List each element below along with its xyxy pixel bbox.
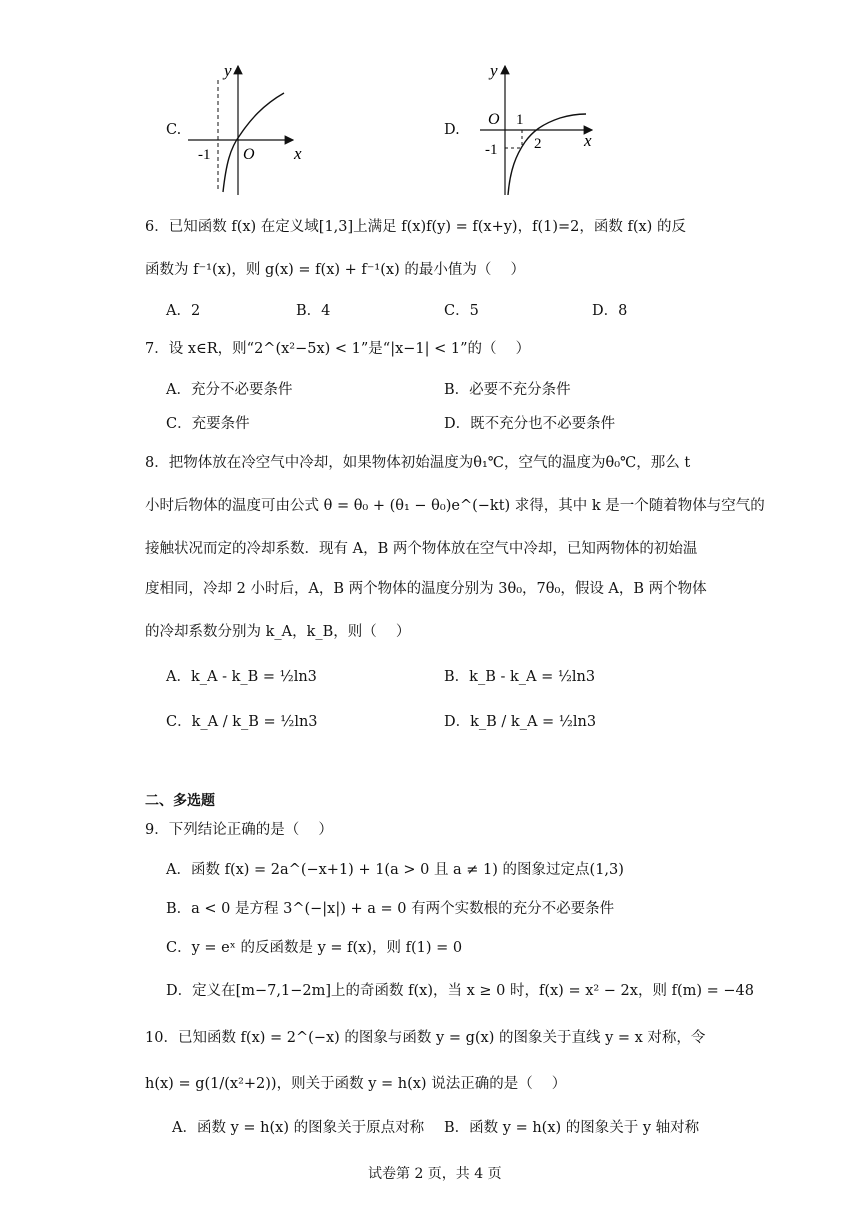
graph-c-x-label: x [294,144,302,163]
q8-line2: 小时后物体的温度可由公式 θ = θ₀ + (θ₁ − θ₀)e^(−kt) 求得，其中 k 是一个随着物体与空气的 [145,498,765,514]
page-footer: 试卷第 2 页，共 4 页 [368,1166,502,1182]
q8-option-d: D．k_B / k_A = ½ln3 [444,714,597,730]
q9-option-d: D．定义在[m−7,1−2m]上的奇函数 f(x)，当 x ≥ 0 时，f(x) = x² − 2x，则 f(m) = −48 [166,983,754,999]
graph-d-one: 1 [516,112,524,128]
graph-d [480,60,605,200]
q8-line5: 的冷却系数分别为 k_A，k_B，则（ ） [145,624,411,640]
q8-line4: 度相同，冷却 2 小时后，A，B 两个物体的温度分别为 3θ₀，7θ₀，假设 A，B 两个物体 [145,581,707,597]
q6-line2: 函数为 f⁻¹(x)，则 g(x) = f(x) + f⁻¹(x) 的最小值为（ ） [145,262,525,278]
q9-stem: 9．下列结论正确的是（ ） [145,822,333,838]
graph-d-two: 2 [534,136,542,152]
graph-d-origin: O [488,111,500,128]
q7-option-d: D．既不充分也不必要条件 [444,416,616,432]
q8-option-b: B．k_B - k_A = ½ln3 [444,669,596,685]
q8-option-c: C．k_A / k_B = ½ln3 [166,714,318,730]
q7-option-b: B．必要不充分条件 [444,382,571,398]
section-title: 二、多选题 [145,793,215,809]
q8-line1: 8．把物体放在冷空气中冷却，如果物体初始温度为θ₁℃，空气的温度为θ₀℃，那么 t [145,455,691,471]
q9-option-b: B．a < 0 是方程 3^(−|x|) + a = 0 有两个实数根的充分不必要条件 [166,901,615,917]
q6-option-d: D．8 [592,303,628,319]
graph-c-origin: O [243,146,255,163]
q10-line2: h(x) = g(1/(x²+2))，则关于函数 y = h(x) 说法正确的是（ ） [145,1076,567,1092]
option-c-label: C. [166,122,182,138]
q7-stem: 7．设 x∈R，则“2^(x²−5x) < 1”是“|x−1| < 1”的（ ） [145,341,531,357]
graph-d-minus1: -1 [485,142,498,158]
q6-line1: 6．已知函数 f(x) 在定义域[1,3]上满足 f(x)f(y) = f(x+y)，f(1)=2，函数 f(x) 的反 [145,219,686,235]
option-d-label: D. [444,122,460,138]
graph-c-minus1: -1 [198,147,211,163]
q10-option-a: A．函数 y = h(x) 的图象关于原点对称 [172,1120,425,1136]
q6-option-c: C．5 [444,303,479,319]
q10-option-b: B．函数 y = h(x) 的图象关于 y 轴对称 [444,1120,700,1136]
q9-option-a: A．函数 f(x) = 2a^(−x+1) + 1(a > 0 且 a ≠ 1) 的图象过定点(1,3) [166,862,624,878]
q10-line1: 10．已知函数 f(x) = 2^(−x) 的图象与函数 y = g(x) 的图象关于直线 y = x 对称，令 [145,1030,706,1046]
q9-option-c: C．y = eˣ 的反函数是 y = f(x)，则 f(1) = 0 [166,940,463,956]
graph-d-x-label: x [584,131,592,150]
q8-option-a: A．k_A - k_B = ½ln3 [166,669,317,685]
graph-c [188,60,318,200]
graph-d-y-label: y [490,61,498,80]
q6-option-a: A．2 [166,303,201,319]
graph-c-y-label: y [224,61,232,80]
q8-line3: 接触状况而定的冷却系数．现有 A，B 两个物体放在空气中冷却，已知两物体的初始温 [145,541,698,557]
q7-option-a: A．充分不必要条件 [166,382,293,398]
q7-option-c: C．充要条件 [166,416,250,432]
q6-option-b: B．4 [296,303,331,319]
